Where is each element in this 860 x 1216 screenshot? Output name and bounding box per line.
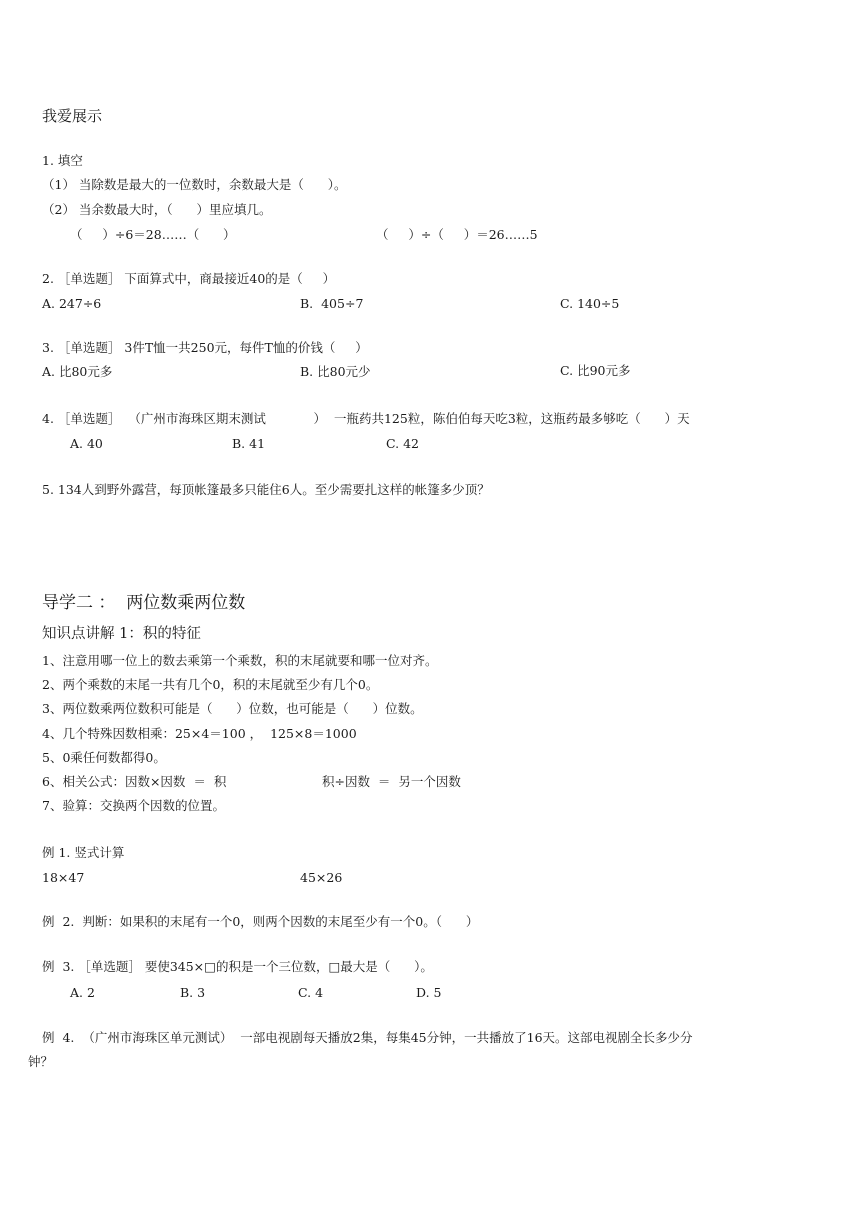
example-2: 例 2. 判断：如果积的末尾有一个0，则两个因数的末尾至少有一个0。（ ） bbox=[42, 914, 479, 929]
question-4-option-c: C. 42 bbox=[386, 436, 419, 451]
example-3-option-b: B. 3 bbox=[180, 985, 206, 1000]
question-5-stem: 5. 134人到野外露营，每顶帐篷最多只能住6人。至少需要扎这样的帐篷多少顶？ bbox=[42, 482, 490, 497]
knowledge-point-5: 5、0乘任何数都得0。 bbox=[42, 750, 166, 765]
question-1-sub1: （1） 当除数是最大的一位数时，余数最大是（ ）。 bbox=[42, 177, 347, 192]
question-2-option-a: A. 247÷6 bbox=[42, 296, 102, 311]
example-1-left: 18×47 bbox=[42, 870, 85, 885]
example-1-head: 例 1. 竖式计算 bbox=[42, 845, 125, 860]
question-3-option-b: B. 比80元少 bbox=[300, 364, 371, 379]
knowledge-point-2: 2、两个乘数的末尾一共有几个0，积的末尾就至少有几个0。 bbox=[42, 677, 379, 692]
question-3-option-c: C. 比90元多 bbox=[560, 363, 631, 378]
example-1-right: 45×26 bbox=[300, 870, 343, 885]
question-4-option-a: A. 40 bbox=[70, 436, 103, 451]
question-4-option-b: B. 41 bbox=[232, 436, 266, 451]
knowledge-point-3: 3、两位数乘两位数积可能是（ ）位数，也可能是（ ）位数。 bbox=[42, 701, 423, 716]
section-subtitle: 知识点讲解 1：积的特征 bbox=[42, 626, 201, 642]
example-3-option-d: D. 5 bbox=[416, 985, 442, 1000]
section-title: 导学二 ： 两位数乘两位数 bbox=[42, 593, 246, 613]
example-3-stem: 例 3. ［单选题］ 要使345×□的积是一个三位数，□最大是（ ）。 bbox=[42, 959, 433, 974]
question-1-head: 1. 填空 bbox=[42, 153, 83, 168]
knowledge-point-1: 1、注意用哪一位上的数去乘第一个乘数，积的末尾就要和哪一位对齐。 bbox=[42, 653, 438, 668]
question-1-equation-right: （ ）÷（ ）＝26……5 bbox=[376, 227, 538, 242]
example-3-option-a: A. 2 bbox=[70, 985, 95, 1000]
question-1-sub2: （2） 当余数最大时，（ ）里应填几。 bbox=[42, 202, 272, 217]
example-3-option-c: C. 4 bbox=[298, 985, 324, 1000]
knowledge-point-6-right: 积÷因数 ＝ 另一个因数 bbox=[322, 774, 461, 789]
question-2-stem: 2. ［单选题］ 下面算式中，商最接近40的是（ ） bbox=[42, 271, 336, 286]
question-1-equation-left: （ ）÷6＝28……（ ） bbox=[70, 227, 236, 242]
knowledge-point-6-left: 6、相关公式：因数×因数 ＝ 积 bbox=[42, 774, 227, 789]
question-4-stem: 4. ［单选题］ （广州市海珠区期末测试 ） 一瓶药共125粒，陈伯伯每天吃3粒，这瓶药最多够吃（ ）天 bbox=[42, 411, 690, 426]
question-3-option-a: A. 比80元多 bbox=[42, 364, 113, 379]
knowledge-point-7: 7、验算：交换两个因数的位置。 bbox=[42, 798, 225, 813]
question-3-stem: 3. ［单选题］ 3件T恤一共250元，每件T恤的价钱（ ） bbox=[42, 340, 368, 355]
section-title: 我爱展示 bbox=[42, 107, 103, 125]
question-2-option-c: C. 140÷5 bbox=[560, 296, 620, 311]
example-4-line-2: 钟？ bbox=[28, 1054, 54, 1069]
question-2-option-b: B. 405÷7 bbox=[300, 296, 364, 311]
knowledge-point-4: 4、几个特殊因数相乘：25×4＝100 ， 125×8＝1000 bbox=[42, 726, 357, 741]
example-4-line-1: 例 4. （广州市海珠区单元测试） 一部电视剧每天播放2集，每集45分钟，一共播放了16天。这部电视剧全长多少分 bbox=[42, 1030, 693, 1045]
